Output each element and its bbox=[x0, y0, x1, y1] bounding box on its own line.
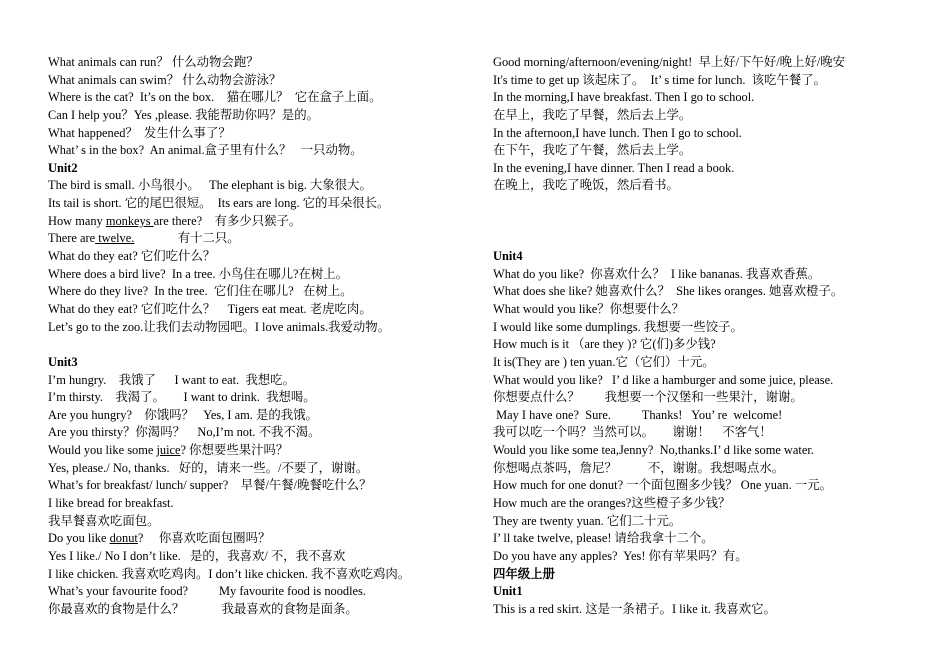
text-line: How much are the oranges?这些橙子多少钱？ bbox=[493, 496, 731, 511]
text-line: I would like some dumplings. 我想要一些饺子。 bbox=[493, 319, 743, 334]
blank-line bbox=[48, 336, 478, 354]
text-line: What’s for breakfast/ lunch/ supper? 早餐/午餐/晚餐吃什么？ bbox=[48, 478, 372, 493]
text-segment: There are bbox=[48, 231, 96, 246]
text-line: 我早餐喜欢吃面包。 bbox=[48, 513, 160, 528]
text-line: 我可以吃一个吗？当然可以。 谢谢！ 不客气！ bbox=[493, 425, 772, 440]
underlined-word: monkeys bbox=[105, 213, 154, 228]
text-line: I like chicken. 我喜欢吃鸡肉。I don’t like chicken. 我不喜欢吃鸡肉。 bbox=[48, 566, 411, 581]
left-column bbox=[48, 54, 478, 619]
text-segment: How many bbox=[48, 213, 106, 228]
text-line: Yes I like./ No I don’t like. 是的，我喜欢/ 不，我不喜欢 bbox=[48, 548, 346, 563]
unit-heading: Unit4 bbox=[493, 249, 523, 264]
text-line: Can I help you？Yes ,please. 我能帮助你吗？是的。 bbox=[48, 107, 319, 122]
text-line: What do you like? 你喜欢什么？ I like bananas. 我喜欢香蕉。 bbox=[493, 266, 821, 281]
unit-heading: Unit3 bbox=[48, 354, 78, 369]
blank-line bbox=[493, 230, 913, 248]
text-line: The bird is small. 小鸟很小。 The elephant is big. 大象很大。 bbox=[48, 178, 372, 193]
unit-heading: 四年级上册 bbox=[493, 566, 555, 581]
text-segment: ? 你喜欢吃面包圈吗？ bbox=[137, 531, 271, 546]
text-line: What animals can run？ 什么动物会跑？ bbox=[48, 55, 259, 69]
text-line: Where does a bird live? In a tree. 小鸟住在哪儿?在树上。 bbox=[48, 266, 349, 281]
unit-heading: Unit2 bbox=[48, 160, 78, 175]
text-segment: 有十二只。 bbox=[134, 231, 240, 246]
text-line bbox=[48, 530, 478, 548]
text-segment: are there? 有多少只猴子。 bbox=[153, 213, 302, 228]
unit-heading: Unit1 bbox=[493, 584, 523, 599]
text-line: It's time to get up 该起床了。 It’ s time for lunch. 该吃午餐了。 bbox=[493, 72, 827, 87]
text-line: Do you have any apples? Yes! 你有苹果吗？有。 bbox=[493, 548, 748, 563]
text-line: Are you thirsty？你渴吗？ No,I’m not. 不我不渴。 bbox=[48, 425, 321, 440]
text-line: 在早上，我吃了早餐，然后去上学。 bbox=[493, 107, 692, 122]
text-line: In the evening,I have dinner. Then I read a book. bbox=[493, 160, 735, 175]
text-line: I like bread for breakfast. bbox=[48, 496, 174, 511]
text-line: Where do they live? In the tree. 它们住在哪儿? 在树上。 bbox=[48, 284, 353, 299]
text-line: What does she like? 她喜欢什么？ She likes oranges. 她喜欢橙子。 bbox=[493, 284, 844, 299]
text-line: What happened？ 发生什么事了？ bbox=[48, 125, 231, 140]
text-line: Are you hungry? 你饿吗？ Yes, I am. 是的我饿。 bbox=[48, 407, 318, 422]
blank-line bbox=[493, 213, 913, 231]
text-line bbox=[48, 230, 478, 248]
text-line bbox=[48, 442, 478, 460]
underlined-word: juice bbox=[156, 443, 181, 458]
text-line: 在下午，我吃了午餐，然后去上学。 bbox=[493, 143, 692, 158]
text-line: How much is it （are they )? 它(们)多少钱? bbox=[493, 337, 716, 352]
text-line: What would you like？你想要什么？ bbox=[493, 301, 685, 316]
text-line: In the afternoon,I have lunch. Then I go to school. bbox=[493, 125, 742, 140]
text-line: What would you like? I’ d like a hamburger and some juice, please. bbox=[493, 372, 834, 387]
text-line bbox=[48, 213, 478, 231]
text-line: How much for one donut? 一个面包圈多少钱？ One yuan. 一元。 bbox=[493, 478, 832, 493]
text-line: Would you like some tea,Jenny? No,thanks.I’ d like some water. bbox=[493, 443, 814, 458]
text-segment: Do you like bbox=[48, 531, 110, 546]
text-line: What’s your favourite food? My favourite food is noodles. bbox=[48, 584, 366, 599]
text-line: May I have one? Sure. Thanks! You’ re welcome! bbox=[493, 407, 783, 422]
text-line: In the morning,I have breakfast. Then I go to school. bbox=[493, 90, 755, 105]
text-line: 你想要点什么？ 我想要一个汉堡和一些果汁，谢谢。 bbox=[493, 390, 803, 405]
text-line: 你想喝点茶吗，詹尼？ 不，谢谢。我想喝点水。 bbox=[493, 460, 785, 475]
text-segment: ? 你想要些果汁吗？ bbox=[180, 443, 289, 458]
underlined-word: twelve. bbox=[95, 231, 135, 246]
text-line: I’m hungry. 我饿了 I want to eat. 我想吃。 bbox=[48, 372, 295, 387]
text-line: Where is the cat? It’s on the box. 猫在哪儿？ 它在盒子上面。 bbox=[48, 90, 382, 105]
text-line: What animals can swim？ 什么动物会游泳？ bbox=[48, 72, 282, 87]
blank-line bbox=[493, 195, 913, 213]
text-line: What do they eat? 它们吃什么？ bbox=[48, 249, 216, 264]
text-line: Yes, please./ No, thanks. 好的，请来一些。/不要了，谢谢。 bbox=[48, 460, 369, 475]
text-line: It is(They are ) ten yuan.它（它们）十元。 bbox=[493, 354, 715, 369]
underlined-word: donut bbox=[109, 531, 138, 546]
text-line: What’ s in the box? An animal.盒子里有什么？ 一只动物。 bbox=[48, 143, 363, 158]
text-line: I’ ll take twelve, please! 请给我拿十二个。 bbox=[493, 531, 714, 546]
text-line: Its tail is short. 它的尾巴很短。 Its ears are long. 它的耳朵很长。 bbox=[48, 196, 390, 211]
text-line: I’m thirsty. 我渴了。 I want to drink. 我想喝。 bbox=[48, 390, 316, 405]
text-segment: Would you like some bbox=[48, 443, 157, 458]
text-line: What do they eat? 它们吃什么？ Tigers eat meat. 老虎吃肉。 bbox=[48, 301, 372, 316]
text-line: Good morning/afternoon/evening/night! 早上好/下午好/晚上好/晚安 bbox=[493, 55, 846, 69]
text-line: They are twenty yuan. 它们二十元。 bbox=[493, 513, 682, 528]
right-column bbox=[493, 54, 913, 619]
text-line: 在晚上，我吃了晚饭，然后看书。 bbox=[493, 178, 679, 193]
text-line: 你最喜欢的食物是什么？ 我最喜欢的食物是面条。 bbox=[48, 601, 358, 616]
text-line: Let’s go to the zoo.让我们去动物园吧。I love animals.我爱动物。 bbox=[48, 319, 391, 334]
text-line: This is a red skirt. 这是一条裙子。I like it. 我喜欢它。 bbox=[493, 601, 776, 616]
